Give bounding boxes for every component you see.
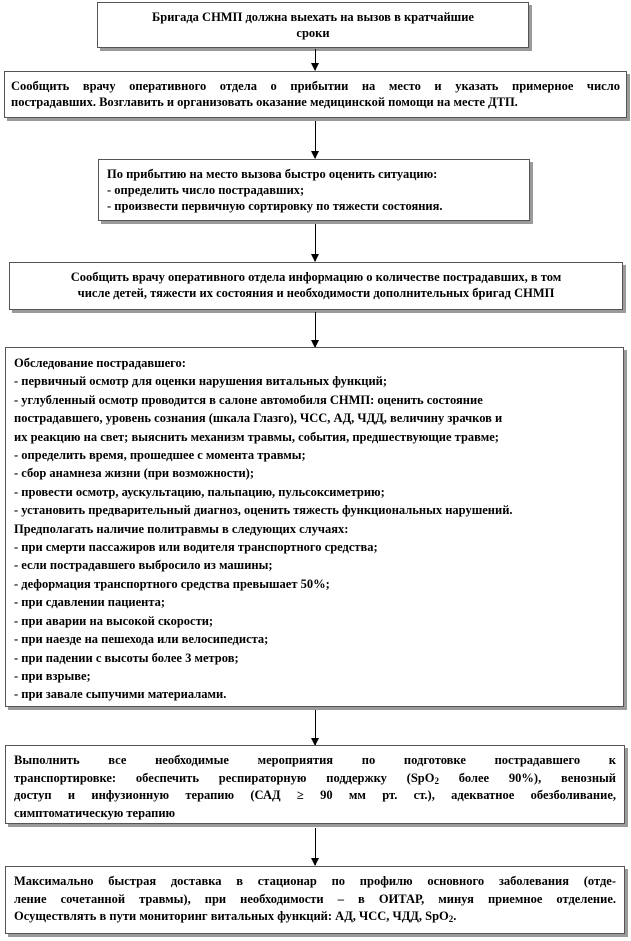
step-5-line-19: - при завале сыпучими материалами. [14, 687, 227, 702]
arrow-3 [315, 224, 316, 261]
step-5-line-10: Предполагать наличие политравмы в следующих случаях: [14, 521, 349, 536]
step-5-line-8: - провести осмотр, аускультацию, пальпацию, пульсоксиметрию; [14, 484, 385, 499]
step-5-line-5: их реакцию на свет; выяснить механизм травмы, события, предшествующие травме; [14, 429, 499, 444]
step-3-line-2: - определить число пострадавших; [107, 183, 305, 197]
step-5-box [5, 347, 624, 707]
step-6-line-3: доступ и инфузионную терапию (САД ≥ 90 мм рт. ст.), адекватное обезболивание, [14, 788, 616, 802]
step-5-line-17: - при падении с высоты более 3 метров; [14, 650, 239, 665]
arrow-6 [315, 828, 316, 865]
step-2-line-2: пострадавших. Возглавить и организовать оказание медицинской помощи на месте ДТП. [11, 95, 518, 109]
step-5-line-2: - первичный осмотр для оценки нарушения витальных функций; [14, 374, 388, 389]
step-5-line-3: - углубленный осмотр проводится в салоне автомобиля СНМП: оценить состояние [14, 392, 483, 407]
arrow-1 [315, 49, 316, 70]
step-1-box [97, 2, 529, 48]
step-1-line-2: сроки [296, 26, 330, 40]
step-5-line-15: - при аварии на высокой скорости; [14, 613, 214, 628]
step-4-box [9, 262, 623, 310]
step-5-line-18: - при взрыве; [14, 668, 91, 683]
step-5-line-13: - деформация транспортного средства превышает 50%; [14, 576, 330, 591]
arrow-4 [315, 312, 316, 347]
step-3-line-3: - произвести первичную сортировку по тяжести состояния. [107, 199, 443, 213]
step-5-line-16: - при наезде на пешехода или велосипедиста; [14, 632, 269, 647]
step-5-line-12: - если пострадавшего выбросило из машины; [14, 558, 273, 573]
step-7-line-1: Максимально быстрая доставка в стационар по профилю основного заболевания (отде- [14, 874, 616, 888]
step-3-box [98, 159, 530, 221]
step-5-line-4: пострадавшего, уровень сознания (шкала Глазго), ЧСС, АД, ЧДД, величину зрачков и [14, 411, 503, 426]
step-5-line-1: Обследование пострадавшего: [14, 356, 186, 370]
arrow-5 [315, 710, 316, 745]
step-5-line-6: - определить время, прошедшее с момента травмы; [14, 448, 306, 463]
step-6-box [5, 745, 625, 824]
step-4-line-2: числе детей, тяжести их состояния и необходимости дополнительных бригад СНМП [77, 286, 555, 300]
step-6-line-4: симптоматическую терапию [14, 805, 176, 820]
step-7-box [5, 866, 625, 934]
step-6-line-2: транспортировке: обеспечить респираторную поддержку (SpO$_2$ более 90%), венозный [14, 770, 616, 786]
step-5-line-9: - установить предварительный диагноз, оценить тяжесть функциональных нарушений. [14, 503, 513, 518]
step-5-line-14: - при сдавлении пациента; [14, 595, 166, 610]
step-2-line-1: Сообщить врачу оперативного отдела о прибытии на место и указать примерное число [11, 79, 620, 93]
step-5-line-7: - сбор анамнеза жизни (при возможности); [14, 466, 255, 481]
step-7-line-3: Осуществлять в пути мониторинг витальных функций: АД, ЧСС, ЧДД, SpO$_2$. [14, 909, 457, 924]
step-2-box [4, 71, 627, 118]
step-6-line-1: Выполнить все необходимые мероприятия по подготовке пострадавшего к [14, 753, 616, 767]
step-5-line-11: - при смерти пассажиров или водителя транспортного средства; [14, 540, 378, 555]
step-4-line-1: Сообщить врачу оперативного отдела информацию о количестве пострадавших, в том [70, 270, 562, 284]
step-1-line-1: Бригада СНМП должна выехать на вызов в кратчайшие [152, 10, 474, 24]
step-7-line-2: ление сочетанной травмы), при необходимости – в ОИТАР, минуя приемное отделение. [14, 891, 616, 906]
arrow-2 [315, 121, 316, 158]
step-3-line-1: По прибытию на место вызова быстро оценить ситуацию: [107, 167, 438, 181]
